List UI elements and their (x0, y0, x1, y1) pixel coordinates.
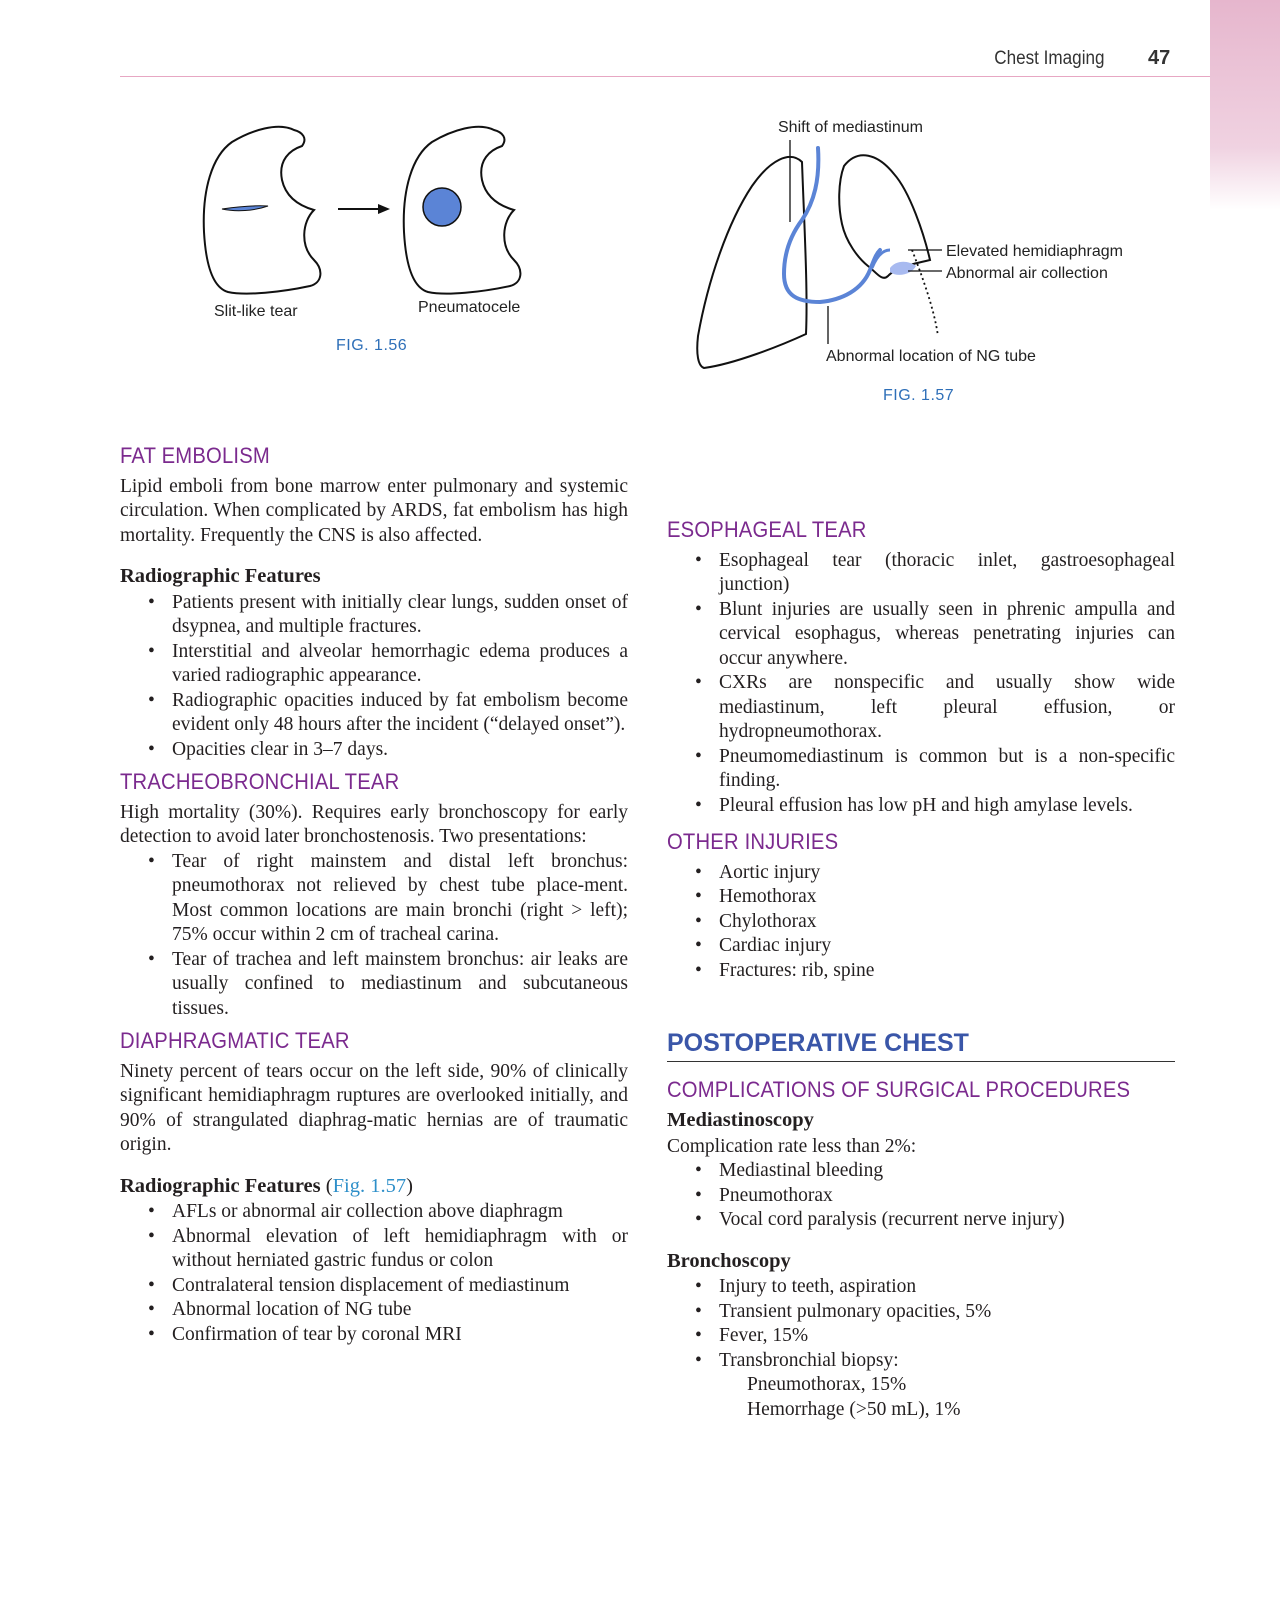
list-item: • Confirmation of tear by coronal MRI (172, 1323, 628, 1348)
tracheobronchial-list (120, 850, 628, 1022)
arrow-head (378, 204, 390, 214)
running-title: Chest Imaging (994, 48, 1105, 69)
list-item: • AFLs or abnormal air collection above diaphragm (172, 1200, 628, 1225)
list-item: • Aortic injury (719, 861, 1175, 886)
list-item: • Esophageal tear (thoracic inlet, gastroesophageal junction) (719, 549, 1175, 598)
label-abnormal-ng-location: Abnormal location of NG tube (826, 348, 1036, 365)
list-item: • Hemothorax (719, 885, 1175, 910)
lung-outline-right (404, 127, 521, 294)
bronchoscopy-title: Bronchoscopy (667, 1249, 791, 1272)
heading-tracheobronchial-tear: TRACHEOBRONCHIAL TEAR (120, 769, 400, 794)
list-item: • Pneumomediastinum is common but is a non-specific finding. (719, 745, 1175, 794)
list-item: • Abnormal elevation of left hemidiaphragm with or without herniated gastric fundus or colon (172, 1225, 628, 1274)
list-item: • Fever, 15% (719, 1324, 1175, 1349)
right-column (667, 518, 1175, 1422)
label-shift-of-mediastinum: Shift of mediastinum (778, 119, 923, 136)
figure-1-56-caption: FIG. 1.56 (336, 337, 408, 354)
list-item: • Abnormal location of NG tube (172, 1298, 628, 1323)
esophageal-list (667, 549, 1175, 819)
list-item: • Mediastinal bleeding (719, 1159, 1175, 1184)
page-number: 47 (1148, 47, 1171, 69)
mediastinoscopy-intro: Complication rate less than 2%: (667, 1135, 917, 1157)
list-item: • Patients present with initially clear lungs, sudden onset of dsypnea, and multiple fractures. (172, 591, 628, 640)
pneumatocele-shape (423, 188, 461, 226)
list-item: • Cardiac injury (719, 934, 1175, 959)
bronchoscopy-list (667, 1275, 1175, 1373)
figure-1-57 (690, 110, 1150, 372)
list-item: • Chylothorax (719, 910, 1175, 935)
list-item: • CXRs are nonspecific and usually show wide mediastinum, left pleural effusion, or hydropneumothorax. (719, 671, 1175, 745)
diaphragmatic-list (120, 1200, 628, 1347)
list-item: • Interstitial and alveolar hemorrhagic edema produces a varied radiographic appearance. (172, 640, 628, 689)
list-item: • Injury to teeth, aspiration (719, 1275, 1175, 1300)
fat-embolism-list (120, 591, 628, 763)
list-item: • Blunt injuries are usually seen in phrenic ampulla and cervical esophagus, whereas penetrating injuries can occur anywhere. (719, 598, 1175, 672)
label-pneumatocele: Pneumatocele (418, 299, 521, 316)
lung-outline-left (204, 127, 321, 294)
fat-embolism-radiographic-features: Radiographic Features (120, 565, 321, 587)
list-item: • Opacities clear in 3–7 days. (172, 738, 628, 763)
list-item: • Pneumothorax (719, 1184, 1175, 1209)
header-rule (120, 76, 1210, 77)
air-collection-shape (890, 262, 916, 275)
heading-other-injuries: OTHER INJURIES (667, 829, 839, 854)
label-abnormal-air-collection: Abnormal air collection (946, 265, 1108, 282)
heading-postoperative-chest: POSTOPERATIVE CHEST (667, 1031, 1175, 1062)
mediastinoscopy-list (667, 1159, 1175, 1233)
list-item: • Transbronchial biopsy: (719, 1349, 1175, 1374)
list-item: • Tear of trachea and left mainstem bronchus: air leaks are usually confined to mediastinum and subcutaneous tissues. (172, 948, 628, 1022)
fig-1-57-link[interactable]: Fig. 1.57 (332, 1174, 407, 1197)
heading-diaphragmatic-tear: DIAPHRAGMATIC TEAR (120, 1028, 350, 1053)
list-item: • Contralateral tension displacement of mediastinum (172, 1274, 628, 1299)
list-item: • Pleural effusion has low pH and high amylase levels. (719, 794, 1175, 819)
heading-esophageal-tear: ESOPHAGEAL TEAR (667, 517, 867, 542)
figure-1-56 (190, 110, 550, 330)
diaphragmatic-intro: Ninety percent of tears occur on the left side, 90% of clinically significant hemidiaphragm ruptures are overlooked initially, and 90% of strangulated diaphrag-matic hernias are of traumatic origin. (120, 1060, 628, 1155)
other-injuries-list (667, 861, 1175, 984)
mediastinoscopy-title: Mediastinoscopy (667, 1109, 814, 1131)
heading-complications: COMPLICATIONS OF SURGICAL PROCEDURES (667, 1076, 1131, 1102)
fat-embolism-intro: Lipid emboli from bone marrow enter pulmonary and systemic circulation. When complicated by ARDS, fat embolism has high mortality. Frequently the CNS is also affected. (120, 475, 628, 546)
label-elevated-hemidiaphragm: Elevated hemidiaphragm (946, 243, 1123, 260)
list-item: • Fractures: rib, spine (719, 959, 1175, 984)
diaphragmatic-radiographic-features: Radiographic Features (Fig. 1.57) (120, 1174, 413, 1197)
slit-tear-shape (222, 206, 268, 211)
list-item: • Vocal cord paralysis (recurrent nerve injury) (719, 1208, 1175, 1233)
label-slit-like-tear: Slit-like tear (214, 303, 298, 320)
figure-1-57-caption: FIG. 1.57 (883, 387, 955, 404)
bronchoscopy-sub-item: Hemorrhage (>50 mL), 1% (747, 1398, 961, 1420)
left-column (120, 444, 628, 1347)
thumb-tab (1210, 0, 1280, 210)
tracheobronchial-intro: High mortality (30%). Requires early bronchoscopy for early detection to avoid later bronchostenosis. Two presentations: (120, 801, 628, 847)
list-item: • Radiographic opacities induced by fat embolism become evident only 48 hours after the incident (“delayed onset”). (172, 689, 628, 738)
list-item: • Tear of right mainstem and distal left bronchus: pneumothorax not relieved by chest tube place-ment. Most common locations are main bronchi (right > left); 75% occur within 2 cm of tracheal carina. (172, 850, 628, 948)
ng-tube (784, 148, 880, 302)
heading-fat-embolism: FAT EMBOLISM (120, 443, 270, 468)
bronchoscopy-sub-item: Pneumothorax, 15% (747, 1374, 907, 1395)
list-item: • Transient pulmonary opacities, 5% (719, 1300, 1175, 1325)
